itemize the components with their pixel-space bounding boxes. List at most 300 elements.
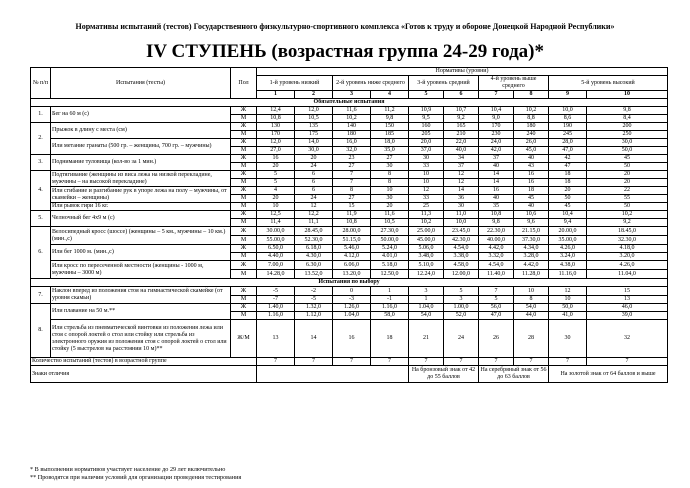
norm-value: -5 [257, 287, 295, 296]
norm-value: 23 [333, 155, 371, 163]
norm-value: 1.04,0 [409, 304, 444, 312]
norm-value: 13.20,0 [333, 270, 371, 279]
norm-value: 205 [409, 131, 444, 139]
norm-value: 5.46,0 [333, 245, 371, 253]
norm-value: 4.12,0 [333, 253, 371, 261]
norm-value: 50,0 [587, 147, 668, 155]
norm-value: 11,4 [257, 219, 295, 227]
norm-value: 40.00,0 [479, 236, 514, 245]
norm-value: 11.16,0 [549, 270, 587, 279]
norm-value: 6.18,0 [295, 245, 333, 253]
norm-value: 56,0 [479, 304, 514, 312]
test-name: Или сгибание и разгибание рук в упоре лежа на полу – мужчины, от скамейки – женщины) [51, 187, 231, 203]
norm-value: 28.00,0 [333, 227, 371, 236]
norm-value: 39,0 [587, 312, 668, 320]
norm-value: 180 [514, 123, 549, 131]
norm-value: 8 [514, 296, 549, 304]
norm-value: 18,0 [371, 139, 409, 147]
norm-value: 9,8 [587, 107, 668, 115]
norm-value: 46,0 [587, 304, 668, 312]
norm-value: 35.00,0 [549, 236, 587, 245]
norm-value: 3 [409, 287, 444, 296]
norm-value: 10,6 [514, 211, 549, 219]
norm-value: 13 [257, 320, 295, 358]
norm-value: 30,0 [295, 147, 333, 155]
header-norms: Нормативы (уровни) [257, 68, 668, 76]
table-row [31, 245, 668, 253]
sex-cell: М [231, 312, 257, 320]
norm-value: 54,0 [409, 312, 444, 320]
table-row [31, 320, 668, 358]
norms-table [30, 67, 668, 383]
norm-value: 11.04,0 [587, 270, 668, 279]
sex-cell: М [231, 195, 257, 203]
norm-value: 23.45,0 [444, 227, 479, 236]
table-row [31, 155, 668, 163]
norm-value: 20 [549, 187, 587, 195]
norm-value: 34 [444, 155, 479, 163]
norm-value: 4.30,0 [295, 253, 333, 261]
norm-value: 1.40,0 [257, 304, 295, 312]
sex-cell: М [231, 296, 257, 304]
norm-value: 25 [409, 203, 444, 211]
count-row [31, 358, 668, 366]
norm-value: 52,0 [444, 312, 479, 320]
norm-value: 30,0 [587, 139, 668, 147]
norm-value: 55.00,0 [257, 236, 295, 245]
table-row [31, 139, 668, 147]
norm-value: 9,8 [479, 219, 514, 227]
sex-cell: М [231, 270, 257, 279]
norm-value: 30 [409, 155, 444, 163]
test-name: Подтягивание (женщины из виса лежа на низкой перекладине, мужчины – на высокой перекладине) [51, 171, 231, 187]
norm-value: 8 [333, 187, 371, 195]
norm-value: 5 [444, 287, 479, 296]
norm-value: 27 [371, 155, 409, 163]
norm-value: 12,4 [257, 107, 295, 115]
test-number: 3. [31, 155, 51, 171]
norm-value: 1 [371, 287, 409, 296]
column-number: 7 [479, 91, 514, 99]
norm-value: 11,2 [371, 107, 409, 115]
norm-value: 27,0 [257, 147, 295, 155]
test-name: Бег на 60 м (с) [51, 107, 231, 123]
norm-value: 24 [295, 163, 333, 171]
norm-value: 10 [514, 287, 549, 296]
norm-value: 10,5 [295, 115, 333, 123]
count-value: 7 [587, 358, 668, 366]
norm-value: 52.30,0 [295, 236, 333, 245]
norm-value: 12 [409, 187, 444, 195]
norm-value: 40 [514, 155, 549, 163]
norm-value: 1.16,0 [371, 304, 409, 312]
norm-value: 9,6 [514, 219, 549, 227]
norm-value: 20,0 [409, 139, 444, 147]
norm-value: 10 [549, 296, 587, 304]
table-row [31, 261, 668, 270]
norm-value: 14 [295, 320, 333, 358]
norm-value: 45.00,0 [409, 236, 444, 245]
norm-value: 3.32,0 [479, 253, 514, 261]
norm-value: 4.54,0 [479, 261, 514, 270]
norm-value: -7 [257, 296, 295, 304]
test-number: 1. [31, 107, 51, 123]
norm-value: 8,6 [549, 115, 587, 123]
norm-value: 3 [444, 296, 479, 304]
norm-value: 55 [587, 195, 668, 203]
sex-cell: Ж [231, 304, 257, 312]
badge-cell: На бронзовый знак от 42 до 55 баллов [409, 366, 479, 383]
norm-value: 16 [514, 179, 549, 187]
test-number: 6. [31, 227, 51, 279]
norm-value: 14,0 [295, 139, 333, 147]
norm-value: 32.30,0 [587, 236, 668, 245]
norm-value: 40 [479, 163, 514, 171]
norm-value: 43 [514, 163, 549, 171]
norm-value: 15 [333, 203, 371, 211]
norm-value: -2 [295, 287, 333, 296]
norm-value: 1.12,0 [295, 312, 333, 320]
norm-value: 16 [333, 320, 371, 358]
norm-value: 20 [587, 179, 668, 187]
norm-value: 18 [371, 320, 409, 358]
count-value: 7 [333, 358, 371, 366]
norm-value: -1 [371, 296, 409, 304]
count-value: 7 [514, 358, 549, 366]
norm-value: 42.30,0 [444, 236, 479, 245]
norm-value: 9,4 [549, 219, 587, 227]
column-number: 8 [514, 91, 549, 99]
sex-cell: М [231, 236, 257, 245]
norm-value: 14 [479, 171, 514, 179]
sex-cell: Ж/М [231, 320, 257, 358]
norm-value: 24 [295, 195, 333, 203]
norm-value: 4.01,0 [371, 253, 409, 261]
norm-value: 12,5 [257, 211, 295, 219]
test-name: Челночный бег 4х9 м (с) [51, 211, 231, 227]
norm-value: 12,0 [257, 139, 295, 147]
norm-value: 22.30,0 [479, 227, 514, 236]
norm-value: 54,0 [514, 304, 549, 312]
norm-value: 16 [514, 171, 549, 179]
norm-value: 10,2 [333, 115, 371, 123]
norm-value: 6 [295, 171, 333, 179]
norm-value: 37 [479, 155, 514, 163]
norm-value: 10,4 [479, 107, 514, 115]
norm-value: 0 [333, 287, 371, 296]
norm-value: 30 [371, 163, 409, 171]
column-number: 1 [257, 91, 295, 99]
norm-value: 20 [371, 203, 409, 211]
sex-cell: Ж [231, 171, 257, 179]
test-name: Велосипедный кросс (шоссе) (женщины – 5 км., мужчины – 10 км.) (мин.,с) [51, 227, 231, 245]
column-number: 10 [587, 91, 668, 99]
norm-value: 10,9 [409, 107, 444, 115]
test-name: Или кросс по пересеченной местности (женщины - 1000 м, мужчины – 3000 м) [51, 261, 231, 279]
norm-value: 4 [257, 187, 295, 195]
norm-value: 10,0 [444, 219, 479, 227]
norm-value: 3.28,0 [514, 253, 549, 261]
test-number: 7. [31, 287, 51, 304]
norm-value: 7.00,0 [257, 261, 295, 270]
norm-value: 9,5 [409, 115, 444, 123]
norm-value: 10,2 [514, 107, 549, 115]
norm-value: 190 [549, 123, 587, 131]
norm-value: 5.10,0 [409, 261, 444, 270]
norm-value: 33 [409, 163, 444, 171]
norm-value: 12.24,0 [409, 270, 444, 279]
norm-value: 8 [371, 171, 409, 179]
count-value: 7 [409, 358, 444, 366]
norm-value: 3.20,0 [587, 253, 668, 261]
norm-value: 6 [295, 187, 333, 195]
norm-value: 230 [479, 131, 514, 139]
sex-cell: М [231, 253, 257, 261]
norm-value: 50 [587, 163, 668, 171]
norm-value: 12 [444, 171, 479, 179]
norm-value: 40,0 [444, 147, 479, 155]
badges-label: Знаки отличия [31, 366, 257, 383]
norm-value: 20 [257, 163, 295, 171]
norm-value: 10,5 [371, 219, 409, 227]
norm-value: 18 [549, 179, 587, 187]
sex-cell: М [231, 131, 257, 139]
test-name: Прыжок в длину с места (см) [51, 123, 231, 139]
sex-cell: М [231, 115, 257, 123]
test-name: Или плавание на 50 м.** [51, 304, 231, 320]
norm-value: 21.15,0 [514, 227, 549, 236]
norm-value: 170 [257, 131, 295, 139]
sex-cell: Ж [231, 155, 257, 163]
footnote: * В выполнении нормативов участвует население до 29 лет включительно [30, 466, 226, 473]
table-row [31, 123, 668, 131]
test-name: Наклон вперед из положения стоя на гимнастической скамейке (от уровня скамьи) [51, 287, 231, 304]
sex-cell: Ж [231, 211, 257, 219]
norm-value: 6.50,0 [257, 245, 295, 253]
sex-cell: Ж [231, 227, 257, 236]
norm-value: 12,0 [295, 107, 333, 115]
norm-value: 13 [587, 296, 668, 304]
level-header: 2-й уровень ниже среднего [333, 76, 409, 91]
norm-value: 44,0 [514, 312, 549, 320]
norm-value: 11.28,0 [514, 270, 549, 279]
sex-cell: Ж [231, 139, 257, 147]
norm-value: 30.00,0 [257, 227, 295, 236]
sex-cell: Ж [231, 245, 257, 253]
norm-value: 27 [333, 195, 371, 203]
section-header: Обязательные испытания [31, 99, 668, 107]
norm-value: 4.42,0 [479, 245, 514, 253]
document-header: Нормативы испытаний (тестов) Государственного физкультурно-спортивного комплекса «Готов к труду и обороне Донецкой Народной Республики» [75, 22, 615, 31]
test-name: Или стрельба из пневматической винтовки из положения лежа или стоя с опорой локтей о стол или стойку или стрельба из электронного оружия из положения стоя с опорой локтей о стол или стойку (5 выстрелов на расстоянии 10 м)** [51, 320, 231, 358]
norm-value: 16 [257, 155, 295, 163]
badge-empty [257, 366, 409, 383]
norm-value: 33 [409, 195, 444, 203]
badges-row [31, 366, 668, 383]
norm-value: 27 [333, 163, 371, 171]
norm-value: 40 [514, 203, 549, 211]
norm-value: 160 [409, 123, 444, 131]
norm-value: 11,3 [409, 211, 444, 219]
norm-value: 16 [479, 187, 514, 195]
table-row [31, 107, 668, 115]
norm-value: 42,0 [479, 147, 514, 155]
norm-value: 18 [549, 171, 587, 179]
sex-cell: Ж [231, 287, 257, 296]
norm-value: 32,0 [333, 147, 371, 155]
norm-value: 6 [295, 179, 333, 187]
norm-value: 4.26,0 [587, 261, 668, 270]
norm-value: 10,8 [479, 211, 514, 219]
norm-value: 8,4 [587, 115, 668, 123]
level-header: 1-й уровень низкий [257, 76, 333, 91]
norm-value: 140 [333, 123, 371, 131]
norm-value: 7 [479, 287, 514, 296]
header-num: № п/п [31, 68, 51, 99]
norm-value: 21 [409, 320, 444, 358]
norm-value: 210 [444, 131, 479, 139]
norm-value: 18 [514, 187, 549, 195]
norm-value: 35,0 [371, 147, 409, 155]
header-sex: Пол [231, 68, 257, 99]
sex-cell: Ж [231, 123, 257, 131]
norm-value: 135 [295, 123, 333, 131]
norm-value: 27.30,0 [371, 227, 409, 236]
norm-value: 1.00,0 [444, 304, 479, 312]
column-number: 9 [549, 91, 587, 99]
test-name: Или рывок гири 16 кг. [51, 203, 231, 211]
badge-cell: На золотой знак от 64 баллов и выше [549, 366, 668, 383]
badge-cell: На серебряный знак от 56 до 63 баллов [479, 366, 549, 383]
sex-cell: М [231, 179, 257, 187]
norm-value: 14 [444, 187, 479, 195]
count-value: 7 [371, 358, 409, 366]
norm-value: 1.16,0 [257, 312, 295, 320]
norm-value: 11,6 [333, 107, 371, 115]
norm-value: 13.52,0 [295, 270, 333, 279]
sex-cell: М [231, 203, 257, 211]
count-value: 7 [257, 358, 295, 366]
norm-value: 50.00,0 [371, 236, 409, 245]
norm-value: 4.58,0 [444, 261, 479, 270]
level-header: 4-й уровень выше среднего [479, 76, 549, 91]
norm-value: 20 [257, 195, 295, 203]
norm-value: 1 [409, 296, 444, 304]
norm-value: 45 [514, 195, 549, 203]
count-value: 7 [295, 358, 333, 366]
norm-value: 9,0 [479, 115, 514, 123]
norm-value: 37 [444, 163, 479, 171]
count-value: 7 [479, 358, 514, 366]
column-number: 6 [444, 91, 479, 99]
norm-value: 10 [257, 203, 295, 211]
norm-value: 4.26,0 [549, 245, 587, 253]
norm-value: 20 [587, 171, 668, 179]
norm-value: 11,6 [371, 211, 409, 219]
norm-value: 28,0 [549, 139, 587, 147]
norm-value: 10,4 [549, 211, 587, 219]
norm-value: 240 [514, 131, 549, 139]
table-row [31, 171, 668, 179]
level-header: 5-й уровень высокий [549, 76, 668, 91]
norm-value: 5.24,0 [371, 245, 409, 253]
header-test: Испытания (тесты) [51, 68, 231, 99]
norm-value: 245 [549, 131, 587, 139]
norm-value: 10,8 [257, 115, 295, 123]
norm-value: -5 [295, 296, 333, 304]
table-row [31, 211, 668, 219]
norm-value: 8 [371, 179, 409, 187]
norm-value: 5 [257, 179, 295, 187]
document-title: IV СТУПЕНЬ (возрастная группа 24-29 года)* [145, 41, 545, 62]
norm-value: 20 [295, 155, 333, 163]
count-label: Количество испытаний (тестов) в возрастной группе [31, 358, 257, 366]
sex-cell: М [231, 163, 257, 171]
norm-value: 6.30,0 [295, 261, 333, 270]
norm-value: 11,0 [444, 211, 479, 219]
norm-value: 250 [587, 131, 668, 139]
norm-value: 3.48,0 [409, 253, 444, 261]
norm-value: 11,9 [333, 211, 371, 219]
column-number: 4 [371, 91, 409, 99]
norm-value: 50 [549, 195, 587, 203]
norm-value: 10,7 [444, 107, 479, 115]
norm-value: 10,2 [587, 211, 668, 219]
norm-value: 47,0 [549, 147, 587, 155]
norm-value: 30 [444, 203, 479, 211]
norm-value: 1.32,0 [295, 304, 333, 312]
norm-value: 24,0 [479, 139, 514, 147]
norm-value: 30 [549, 320, 587, 358]
norm-value: 3.38,0 [444, 253, 479, 261]
norm-value: 28 [514, 320, 549, 358]
norm-value: 10,8 [333, 219, 371, 227]
norm-value: 11.40,0 [479, 270, 514, 279]
norm-value: 4.54,0 [444, 245, 479, 253]
norm-value: 4.18,0 [587, 245, 668, 253]
norm-value: 5.06,0 [409, 245, 444, 253]
norm-value: 150 [371, 123, 409, 131]
norm-value: 1.26,0 [333, 304, 371, 312]
norm-value: 22 [587, 187, 668, 195]
sex-cell: М [231, 219, 257, 227]
norm-value: 6.06,0 [333, 261, 371, 270]
table-row [31, 187, 668, 195]
norm-value: 5 [479, 296, 514, 304]
norm-value: 30 [371, 195, 409, 203]
norm-value: 8,8 [514, 115, 549, 123]
test-number: 2. [31, 123, 51, 155]
column-number: 2 [295, 91, 333, 99]
level-header: 3-й уровень средний [409, 76, 479, 91]
test-name: Или метание гранаты (500 гр. – женщины, 700 гр. – мужчины) [51, 139, 231, 155]
norm-value: 50,0 [549, 304, 587, 312]
norm-value: 14 [479, 179, 514, 187]
norm-value: 22,0 [444, 139, 479, 147]
norm-value: 12 [295, 203, 333, 211]
norm-value: 12.00,0 [444, 270, 479, 279]
count-value: 7 [549, 358, 587, 366]
test-number: 8. [31, 304, 51, 358]
sex-cell: Ж [231, 261, 257, 270]
norm-value: 45 [549, 203, 587, 211]
section-header: Испытания по выбору [31, 279, 668, 287]
table-row [31, 304, 668, 312]
norm-value: 5.18,0 [371, 261, 409, 270]
norm-value: 16,0 [333, 139, 371, 147]
norm-value: 40 [479, 195, 514, 203]
sex-cell: Ж [231, 187, 257, 195]
